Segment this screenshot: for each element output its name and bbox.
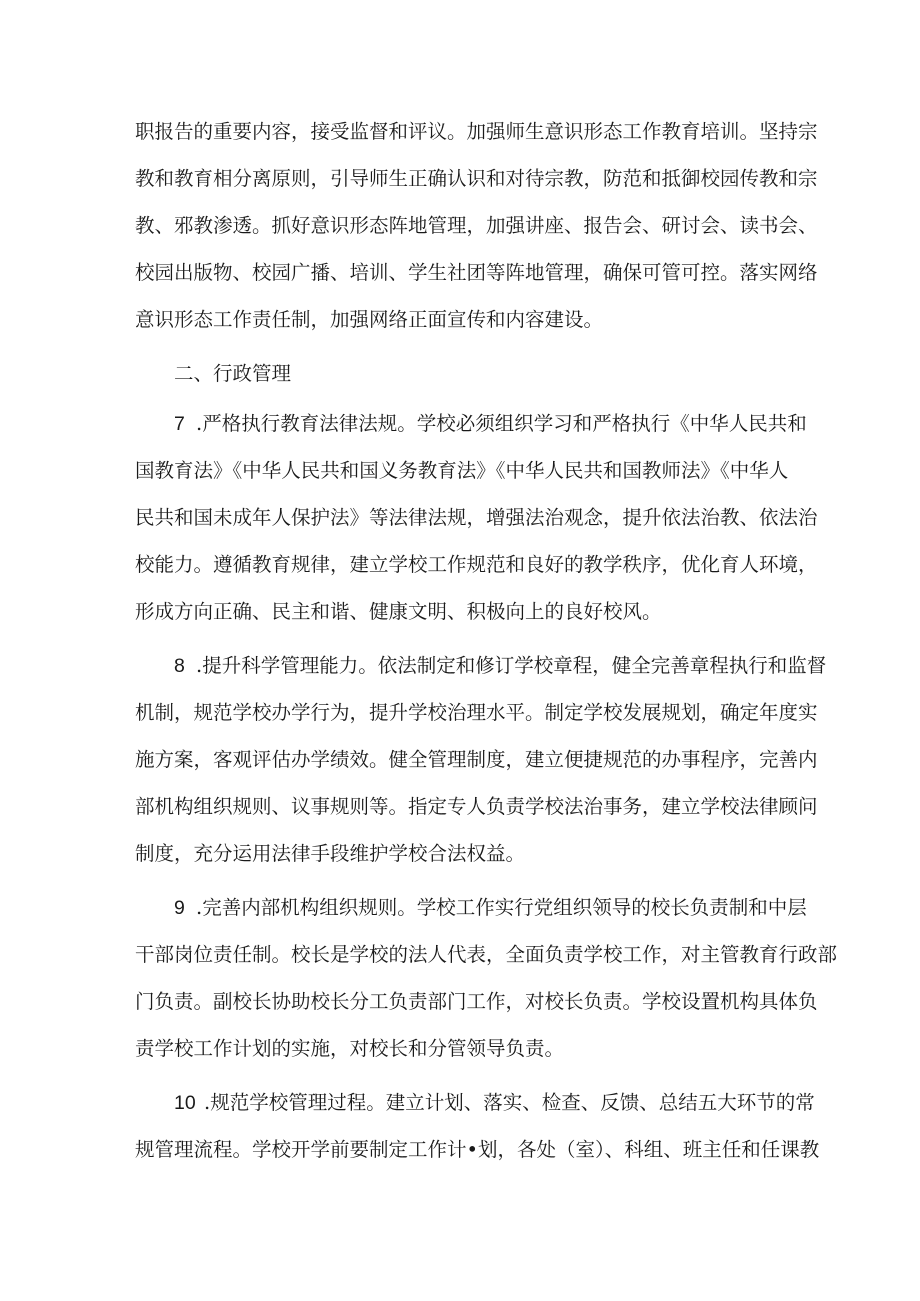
text-line xyxy=(174,646,827,686)
text-line: 规管理流程。学校开学前要制定工作计•划，各处（室）、科组、班主任和任课教 xyxy=(135,1138,820,1161)
text-line: 施方案，客观评估办学绩效。健全管理制度，建立便捷规范的办事程序，完善内 xyxy=(135,748,818,771)
text-segment: .严格执行教育法律法规。学校必须组织学习和严格执行《中华人民共和 xyxy=(196,412,807,435)
text-line: 校园出版物、校园广播、培训、学生社团等阵地管理，确保可管可控。落实网络 xyxy=(135,261,818,284)
text-line: 部机构组织规则、议事规则等。指定专人负责学校法治事务，建立学校法律顾问 xyxy=(135,795,818,818)
item-number: 9 xyxy=(174,897,185,919)
text-segment: .完善内部机构组织规则。学校工作实行党组织领导的校长负责制和中层 xyxy=(196,896,807,919)
text-line xyxy=(174,404,807,444)
text-line: 校能力。遵循教育规律，建立学校工作规范和良好的教学秩序，优化育人环境， xyxy=(135,553,818,576)
text-line xyxy=(174,888,807,928)
item-number: 10 xyxy=(174,1092,196,1114)
text-line: 国教育法》《中华人民共和国义务教育法》《中华人民共和国教师法》《中华人 xyxy=(135,459,789,482)
text-line: 意识形态工作责任制，加强网络正面宣传和内容建设。 xyxy=(135,308,604,331)
text-line: 制度，充分运用法律手段维护学校合法权益。 xyxy=(135,842,526,865)
text-line: 门负责。副校长协助校长分工负责部门工作，对校长负责。学校设置机构具体负 xyxy=(135,990,818,1013)
section-heading: 二、行政管理 xyxy=(174,362,292,385)
text-line: 教和教育相分离原则，引导师生正确认识和对待宗教，防范和抵御校园传教和宗 xyxy=(135,167,818,190)
text-line: 机制，规范学校办学行为，提升学校治理水平。制定学校发展规划，确定年度实 xyxy=(135,701,818,724)
text-line: 责学校工作计划的实施，对校长和分管领导负责。 xyxy=(135,1037,565,1060)
item-number: 7 xyxy=(174,413,185,435)
text-line: 干部岗位责任制。校长是学校的法人代表，全面负责学校工作，对主管教育行政部 xyxy=(135,943,838,966)
text-line: 形成方向正确、民主和谐、健康文明、积极向上的良好校风。 xyxy=(135,600,662,623)
text-segment: .规范学校管理过程。建立计划、落实、检查、反馈、总结五大环节的常 xyxy=(204,1091,815,1114)
item-number: 8 xyxy=(174,655,185,677)
text-segment: .提升科学管理能力。依法制定和修订学校章程，健全完善章程执行和监督 xyxy=(196,654,827,677)
text-line: 教、邪教渗透。抓好意识形态阵地管理，加强讲座、报告会、研讨会、读书会、 xyxy=(135,214,818,237)
text-line xyxy=(174,1083,815,1123)
text-line: 职报告的重要内容，接受监督和评议。加强师生意识形态工作教育培训。坚持宗 xyxy=(135,120,818,143)
text-line: 民共和国未成年人保护法》等法律法规，增强法治观念，提升依法治教、依法治 xyxy=(135,506,818,529)
